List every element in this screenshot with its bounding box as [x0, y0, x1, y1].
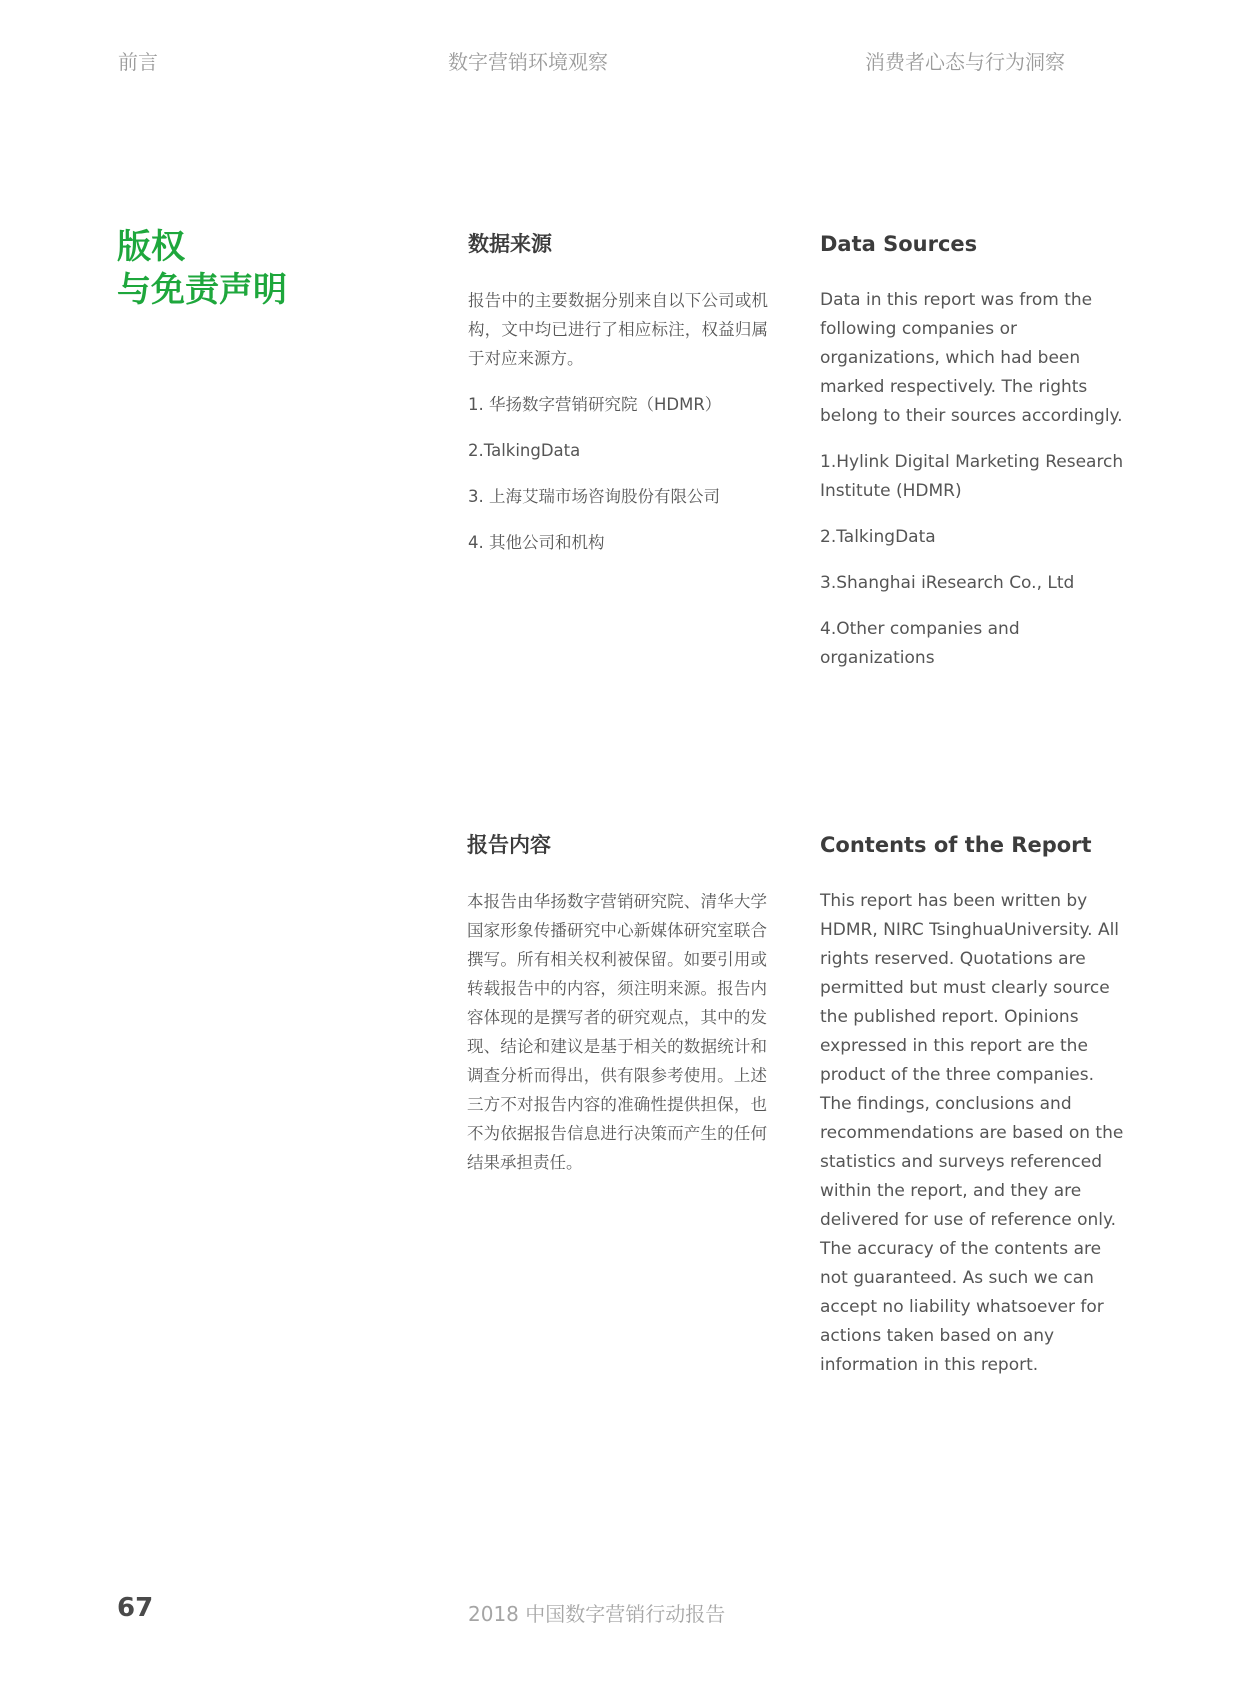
data-sources-zh-list — [468, 390, 768, 557]
footer-report-title: 2018 中国数字营销行动报告 — [468, 1602, 726, 1626]
report-contents-zh-section — [467, 831, 767, 1177]
list-item: 3.Shanghai iResearch Co., Ltd — [820, 573, 1075, 593]
list-item: 1.Hylink Digital Marketing Research Institute (HDMR) — [820, 452, 1124, 501]
data-sources-en-intro: Data in this report was from the following companies or organizations, which had been marked respectively. The rights belong to their sources accordingly. — [820, 290, 1123, 426]
list-item: 2.TalkingData — [820, 527, 936, 547]
page-title — [117, 226, 287, 312]
data-sources-zh-intro: 报告中的主要数据分别来自以下公司或机构，文中均已进行了相应标注，权益归属于对应来源方。 — [468, 291, 768, 368]
report-contents-zh-heading: 报告内容 — [467, 833, 551, 857]
report-contents-zh-body: 本报告由华扬数字营销研究院、清华大学国家形象传播研究中心新媒体研究室联合撰写。所有相关权利被保留。如要引用或转载报告中的内容，须注明来源。报告内容体现的是撰写者的研究观点，其中的发现、结论和建议是基于相关的数据统计和调查分析而得出，供有限参考使用。上述三方不对报告内容的准确性提供担保，也不为依据报告信息进行决策而产生的任何结果承担责任。 — [467, 892, 767, 1172]
list-item: 1. 华扬数字营销研究院（HDMR） — [468, 395, 722, 414]
report-contents-en-heading: Contents of the Report — [820, 833, 1092, 857]
nav-item-digital-marketing-environment[interactable]: 数字营销环境观察 — [448, 50, 608, 74]
list-item: 4.Other companies and organizations — [820, 619, 1020, 668]
list-item: 4. 其他公司和机构 — [468, 533, 605, 552]
page-title-line-1: 版权 — [117, 227, 185, 267]
page-number: 67 — [117, 1593, 154, 1623]
data-sources-zh-section — [468, 230, 768, 574]
data-sources-zh-heading: 数据来源 — [468, 232, 552, 256]
page-title-line-2: 与免责声明 — [117, 270, 287, 310]
nav-item-consumer-insight[interactable]: 消费者心态与行为洞察 — [865, 50, 1065, 74]
data-sources-en-heading: Data Sources — [820, 232, 978, 256]
data-sources-en-list — [820, 448, 1130, 673]
report-contents-en-body: This report has been written by HDMR, NIRC TsinghuaUniversity. All rights reserved. Quotations are permitted but must clearly source the published report. Opinions expressed in this report are the product of the three companies. The findings, conclusions and recommendations are based on the statistics and surveys referenced within the report, and they are delivered for use of reference only. The accuracy of the contents are not guaranteed. As such we can accept no liability whatsoever for actions taken based on any information in this report. — [820, 891, 1124, 1375]
report-contents-en-section — [820, 831, 1130, 1380]
top-navigation — [0, 46, 1240, 76]
list-item: 3. 上海艾瑞市场咨询股份有限公司 — [468, 487, 720, 506]
nav-item-preface[interactable]: 前言 — [118, 50, 158, 74]
list-item: 2.TalkingData — [468, 441, 581, 460]
data-sources-en-section — [820, 230, 1130, 690]
